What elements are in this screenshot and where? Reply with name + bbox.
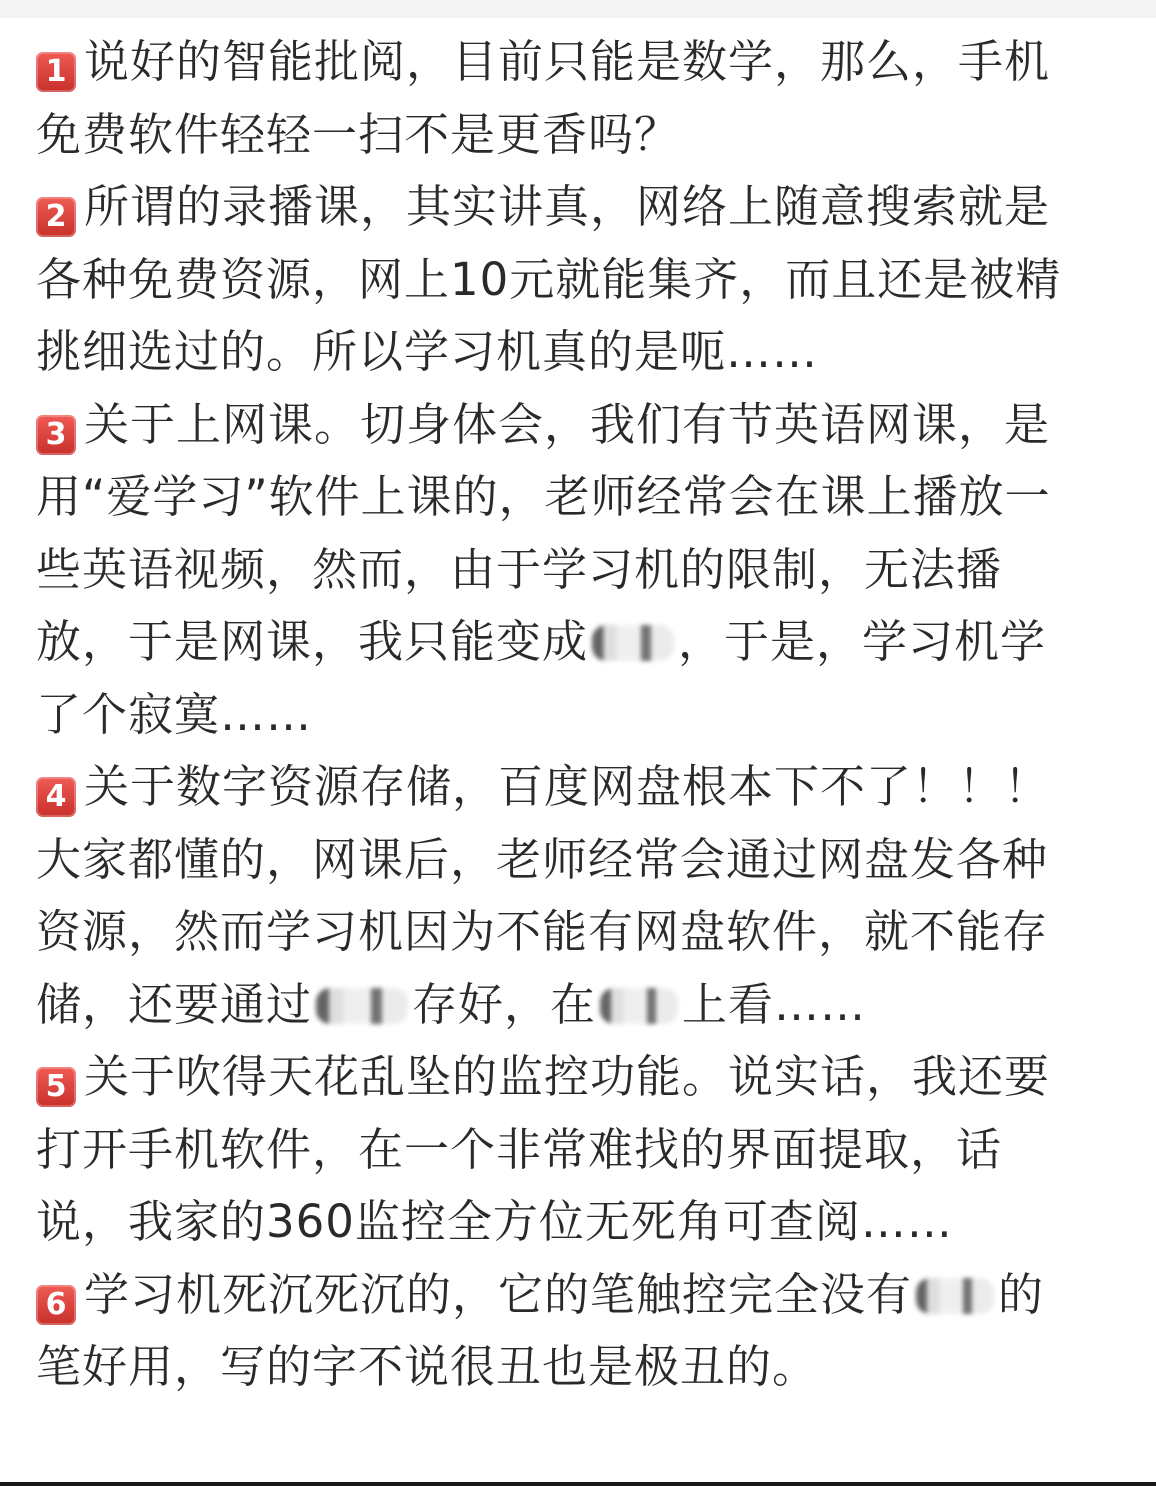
item-text: 学习机死沉死沉的，它的笔触控完全没有 <box>84 1267 913 1321</box>
number-badge-5: 5 <box>36 1067 76 1107</box>
post-content <box>36 26 1086 1404</box>
item-text: 说好的智能批阅，目前只能是数学，那么，手机免费软件轻轻一扫不是更香吗？ <box>36 35 1051 161</box>
list-item <box>36 1259 1086 1404</box>
list-item <box>36 1041 1086 1259</box>
item-text: 关于数字资源存储，百度网盘根本下不了！！！大家都懂的，网课后，老师经常会通过网盘发各种资源，然而学习机因为不能有网盘软件，就不能存储，还要通过 <box>36 760 1051 1031</box>
number-badge-4: 4 <box>36 777 76 817</box>
redacted-text <box>916 1278 994 1314</box>
item-text: 所谓的录播课，其实讲真，网络上随意搜索就是各种免费资源，网上10元就能集齐，而且还是被精挑细选过的。所以学习机真的是呃…… <box>36 180 1062 378</box>
item-text: 关于吹得天花乱坠的监控功能。说实话，我还要打开手机软件，在一个非常难找的界面提取，话说，我家的360监控全方位无死角可查阅…… <box>36 1050 1051 1248</box>
number-badge-2: 2 <box>36 197 76 237</box>
redacted-text <box>600 988 678 1024</box>
number-badge-1: 1 <box>36 52 76 92</box>
list-item <box>36 26 1086 171</box>
item-text: 上看…… <box>682 977 867 1031</box>
number-badge-3: 3 <box>36 415 76 455</box>
top-strip <box>0 0 1156 18</box>
number-badge-6: 6 <box>36 1285 76 1325</box>
item-text: 关于上网课。切身体会，我们有节英语网课，是用“爱学习”软件上课的，老师经常会在课上播放一些英语视频，然而，由于学习机的限制，无法播放，于是网课，我只能变成 <box>36 397 1051 668</box>
redacted-text <box>592 625 674 661</box>
redacted-text <box>316 988 408 1024</box>
list-item <box>36 751 1086 1041</box>
item-text: 存好，在 <box>412 977 597 1031</box>
item-text: 的笔好用，写的字不说很丑也是极丑的。 <box>36 1267 1045 1393</box>
list-item <box>36 171 1086 389</box>
bottom-border <box>0 1482 1156 1486</box>
list-item <box>36 389 1086 752</box>
item-text: ，于是，学习机学了个寂寞…… <box>36 615 1047 741</box>
